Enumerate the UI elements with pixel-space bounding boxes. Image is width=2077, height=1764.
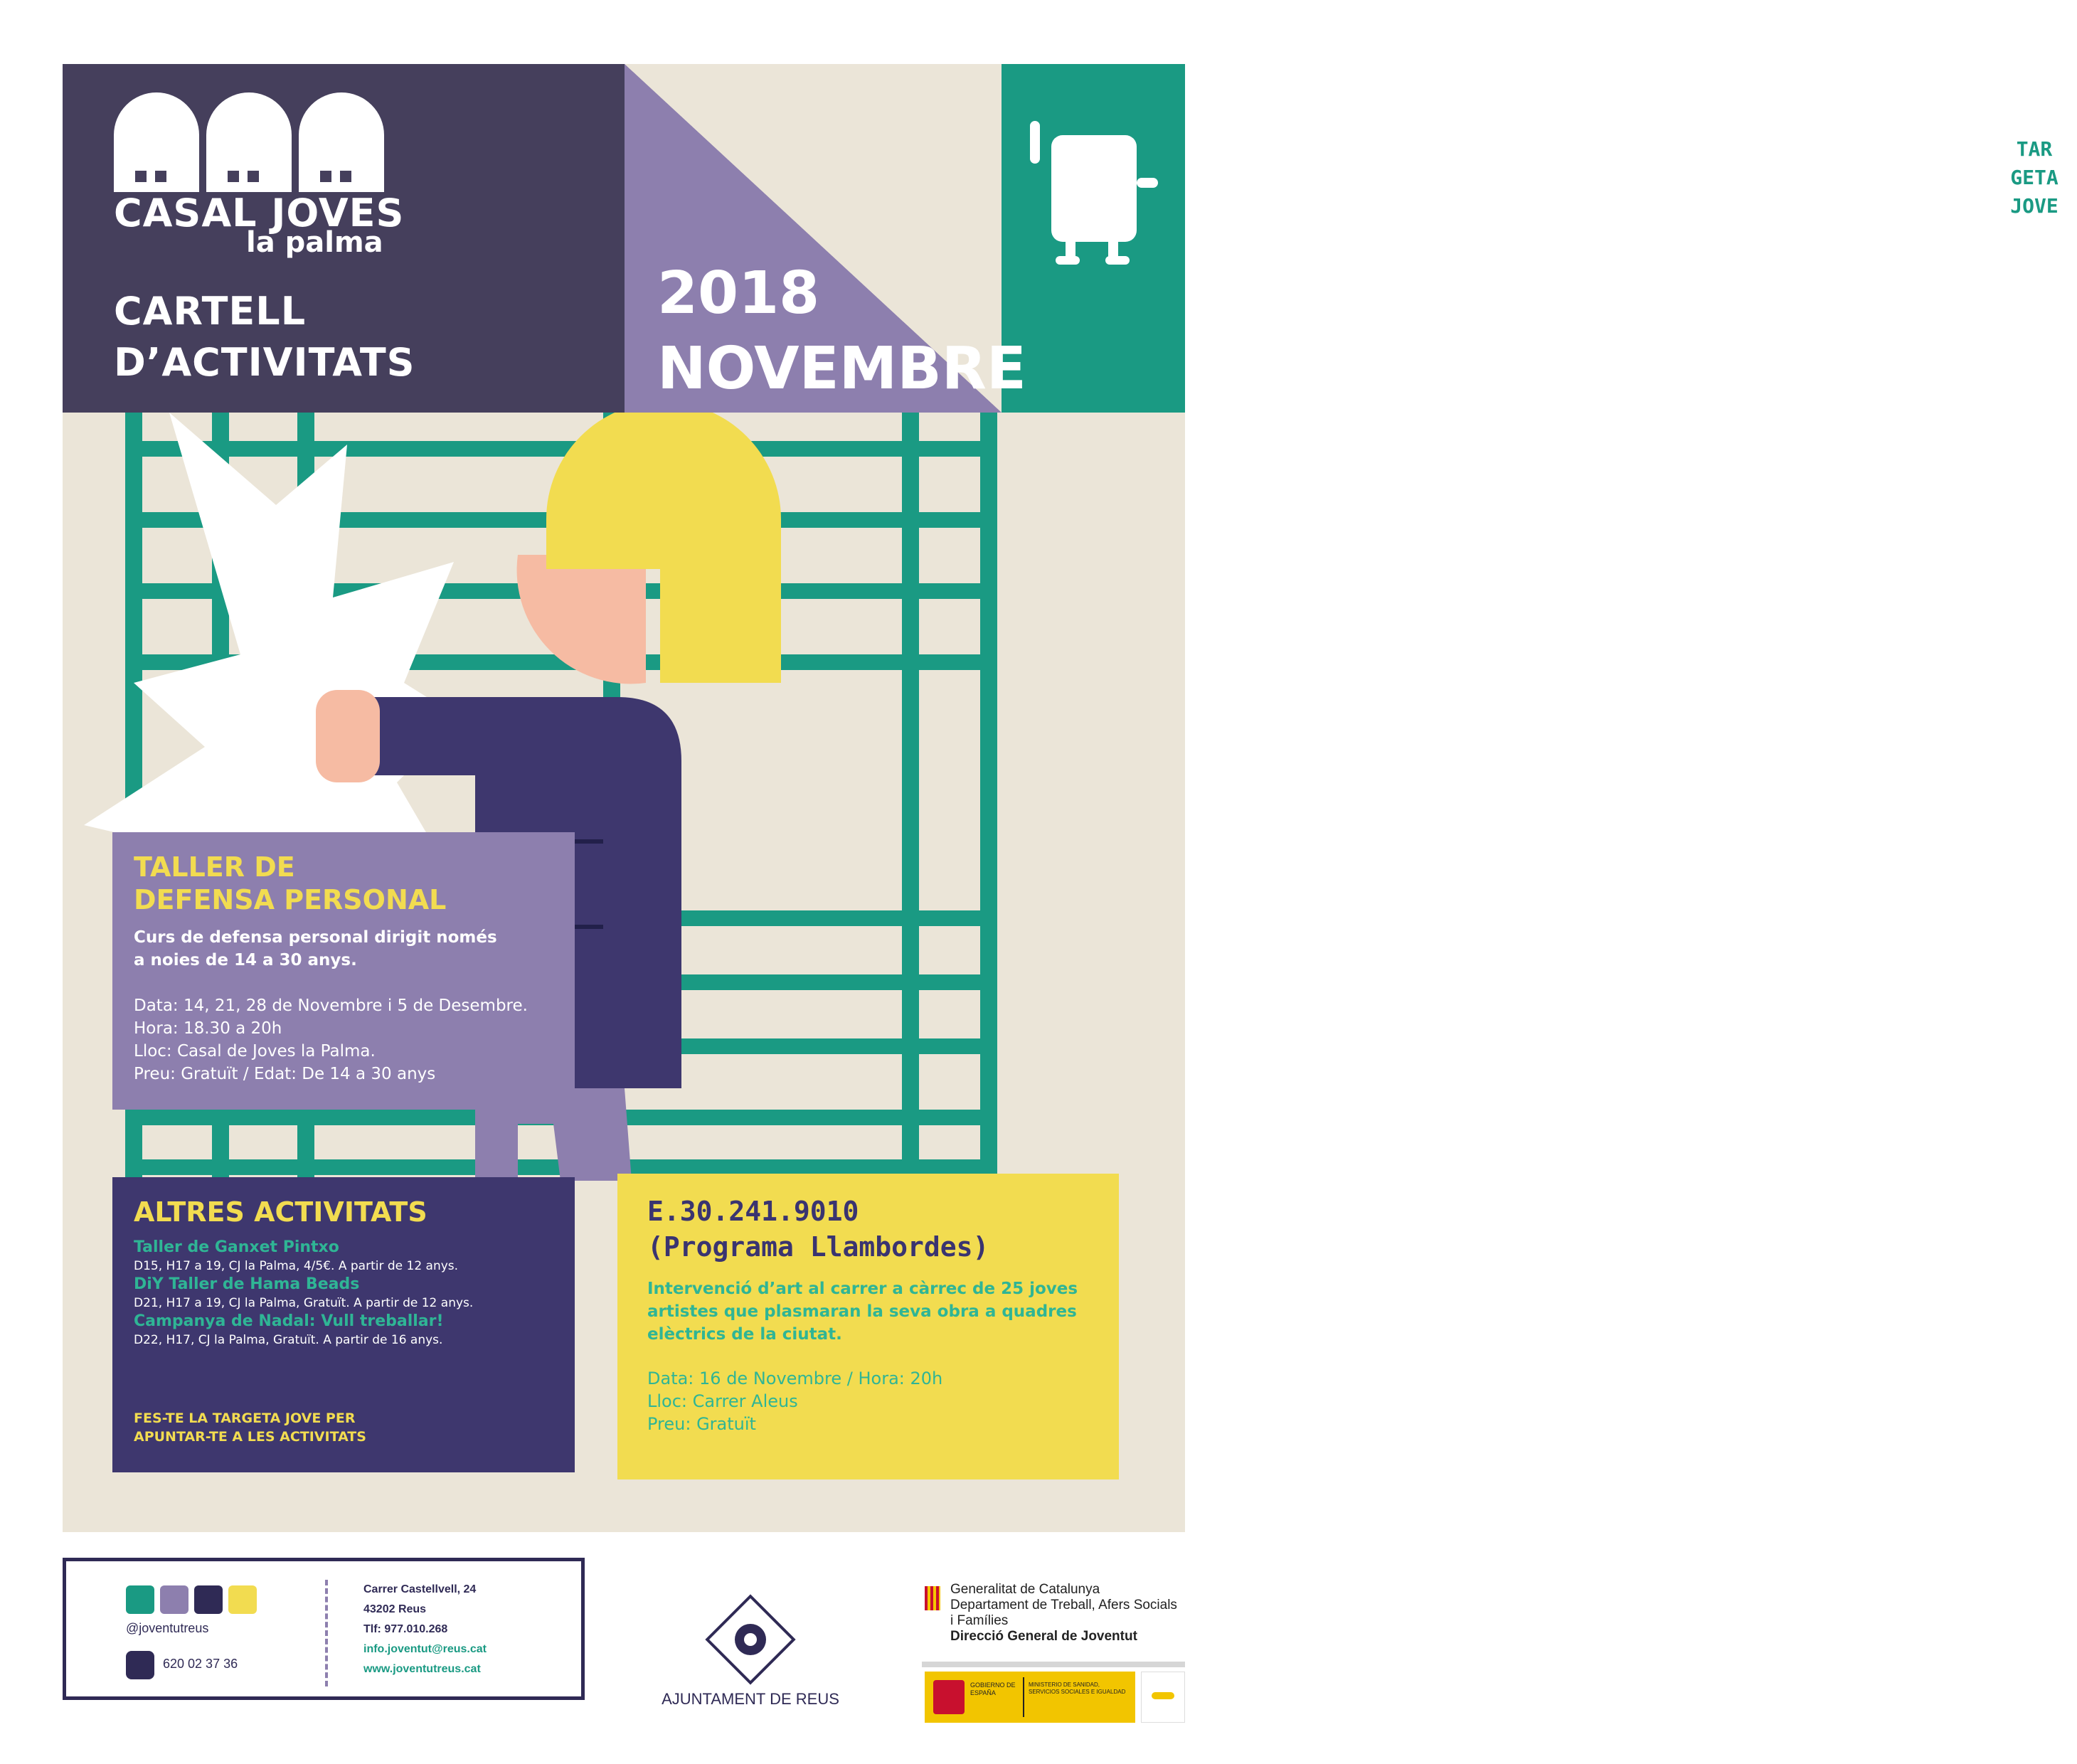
programa-name: (Programa Llambordes) (647, 1231, 989, 1263)
list-item (134, 1274, 553, 1311)
altres-heading: ALTRES ACTIVITATS (134, 1196, 427, 1228)
targeta-jove-mascot-icon (1030, 114, 1158, 270)
web-link[interactable]: www.joventutreus.cat (363, 1663, 481, 1675)
targeta-cta (134, 1409, 366, 1446)
generalitat-block (950, 1582, 1177, 1645)
gobierno-banner (925, 1672, 1135, 1723)
taller-defensa-card (112, 832, 575, 1110)
generalitat-line-2: Departament de Treball, Afers Socials (950, 1598, 1177, 1612)
address-block (363, 1580, 487, 1679)
altres-activitats-card (112, 1177, 575, 1472)
header-right-panel (1002, 64, 2059, 413)
figure-face (517, 555, 646, 684)
ajuntament-reus-emblem-icon (704, 1593, 797, 1686)
generalitat-line-3: i Famílies (950, 1613, 1009, 1628)
month-label: NOVEMBRE (657, 335, 1026, 403)
cta-line-2: APUNTAR-TE A LES ACTIVITATS (134, 1429, 366, 1445)
youtube-icon[interactable] (228, 1585, 257, 1614)
ministerio-label: MINISTERIO DE SANIDAD, SERVICIOS SOCIALES E IGUALDAD (1029, 1681, 1126, 1695)
address-line-2: 43202 Reus (363, 1603, 427, 1615)
programa-details (647, 1367, 1089, 1435)
programa-desc-line-1: Intervenció d’art al carrer a càrrec de 25 joves (647, 1280, 1078, 1298)
spain-coat-of-arms-icon (933, 1680, 965, 1714)
garantia-juvenil-logo-icon (1141, 1672, 1185, 1723)
list-item (134, 1311, 553, 1348)
figure-arm (361, 697, 504, 775)
generalitat-flag-icon (925, 1586, 940, 1610)
taller-date: Data: 14, 21, 28 de Novembre i 5 de Desembre. (134, 997, 528, 1015)
activity-title: Campanya de Nadal: Vull treballar! (134, 1312, 444, 1330)
targeta-line-3: JOVE (2010, 194, 2059, 218)
social-handle[interactable]: @joventutreus (126, 1621, 209, 1635)
casal-logo-icon (114, 92, 384, 192)
programa-price: Preu: Gratuït (647, 1414, 756, 1434)
taller-desc-line-2: a noies de 14 a 30 anys. (134, 951, 357, 969)
telephone: Tlf: 977.010.268 (363, 1623, 448, 1635)
figure-fist (316, 690, 380, 782)
facebook-icon[interactable] (126, 1585, 154, 1614)
taller-heading-line-1: TALLER DE (134, 851, 295, 883)
programa-description (647, 1277, 1089, 1346)
taller-heading (134, 851, 553, 916)
targeta-jove-label (1992, 135, 2077, 220)
taller-details (134, 994, 553, 1085)
taller-desc-line-1: Curs de defensa personal dirigit només (134, 928, 497, 947)
taller-price: Preu: Gratuït / Edat: De 14 a 30 anys (134, 1065, 436, 1083)
activity-detail: D15, H17 a 19, CJ la Palma, 4/5€. A partir de 12 anys. (134, 1259, 459, 1273)
divider (1023, 1677, 1024, 1717)
logo-casal-text: CASAL JOVES (114, 191, 405, 235)
divider (325, 1580, 328, 1686)
programa-desc-line-2: artistes que plasmaran la seva obra a quadres (647, 1302, 1077, 1321)
logo-lapalma-text: la palma (246, 226, 383, 259)
taller-heading-line-2: DEFENSA PERSONAL (134, 884, 447, 915)
year-label: 2018 (657, 260, 820, 327)
activity-title: Taller de Ganxet Pintxo (134, 1238, 339, 1256)
generalitat-line-4: Direcció General de Joventut (950, 1629, 1137, 1644)
generalitat-line-1: Generalitat de Catalunya (950, 1582, 1100, 1597)
title-line-1: CARTELL (114, 289, 307, 334)
targeta-line-1: TAR (2016, 137, 2053, 161)
whatsapp-number: 620 02 37 36 (163, 1657, 238, 1671)
cta-line-1: FES-TE LA TARGETA JOVE PER (134, 1410, 356, 1426)
altres-list (134, 1237, 553, 1348)
email-link[interactable]: info.joventut@reus.cat (363, 1643, 487, 1655)
targeta-line-2: GETA (2010, 166, 2059, 189)
gobierno-label: GOBIERNO DE ESPAÑA (970, 1681, 1016, 1696)
title-line-2: D’ACTIVITATS (114, 340, 415, 385)
ajuntament-label: AJUNTAMENT DE REUS (662, 1690, 839, 1708)
programa-heading (647, 1194, 1089, 1265)
garantia-swoosh-icon (1152, 1692, 1174, 1699)
whatsapp-icon (126, 1651, 154, 1679)
divider (922, 1662, 1185, 1667)
programa-desc-line-3: elèctrics de la ciutat. (647, 1325, 842, 1344)
activity-detail: D21, H17 a 19, CJ la Palma, Gratuït. A partir de 12 anys. (134, 1296, 474, 1310)
programa-code: E.30.241.9010 (647, 1196, 859, 1227)
programa-llambordes-card (617, 1174, 1119, 1479)
page-title (114, 286, 415, 388)
contact-box (63, 1558, 585, 1700)
header-left-panel (63, 64, 625, 413)
instagram-icon[interactable] (160, 1585, 188, 1614)
poster (63, 64, 2059, 1532)
twitter-icon[interactable] (194, 1585, 223, 1614)
address-line-1: Carrer Castellvell, 24 (363, 1583, 477, 1595)
taller-time: Hora: 18.30 a 20h (134, 1019, 282, 1038)
programa-date: Data: 16 de Novembre / Hora: 20h (647, 1369, 943, 1388)
activity-title: DiY Taller de Hama Beads (134, 1275, 360, 1293)
list-item (134, 1237, 553, 1274)
taller-description (134, 926, 553, 972)
programa-place: Lloc: Carrer Aleus (647, 1391, 798, 1411)
taller-place: Lloc: Casal de Joves la Palma. (134, 1042, 376, 1061)
activity-detail: D22, H17, CJ la Palma, Gratuït. A partir de 16 anys. (134, 1333, 443, 1347)
